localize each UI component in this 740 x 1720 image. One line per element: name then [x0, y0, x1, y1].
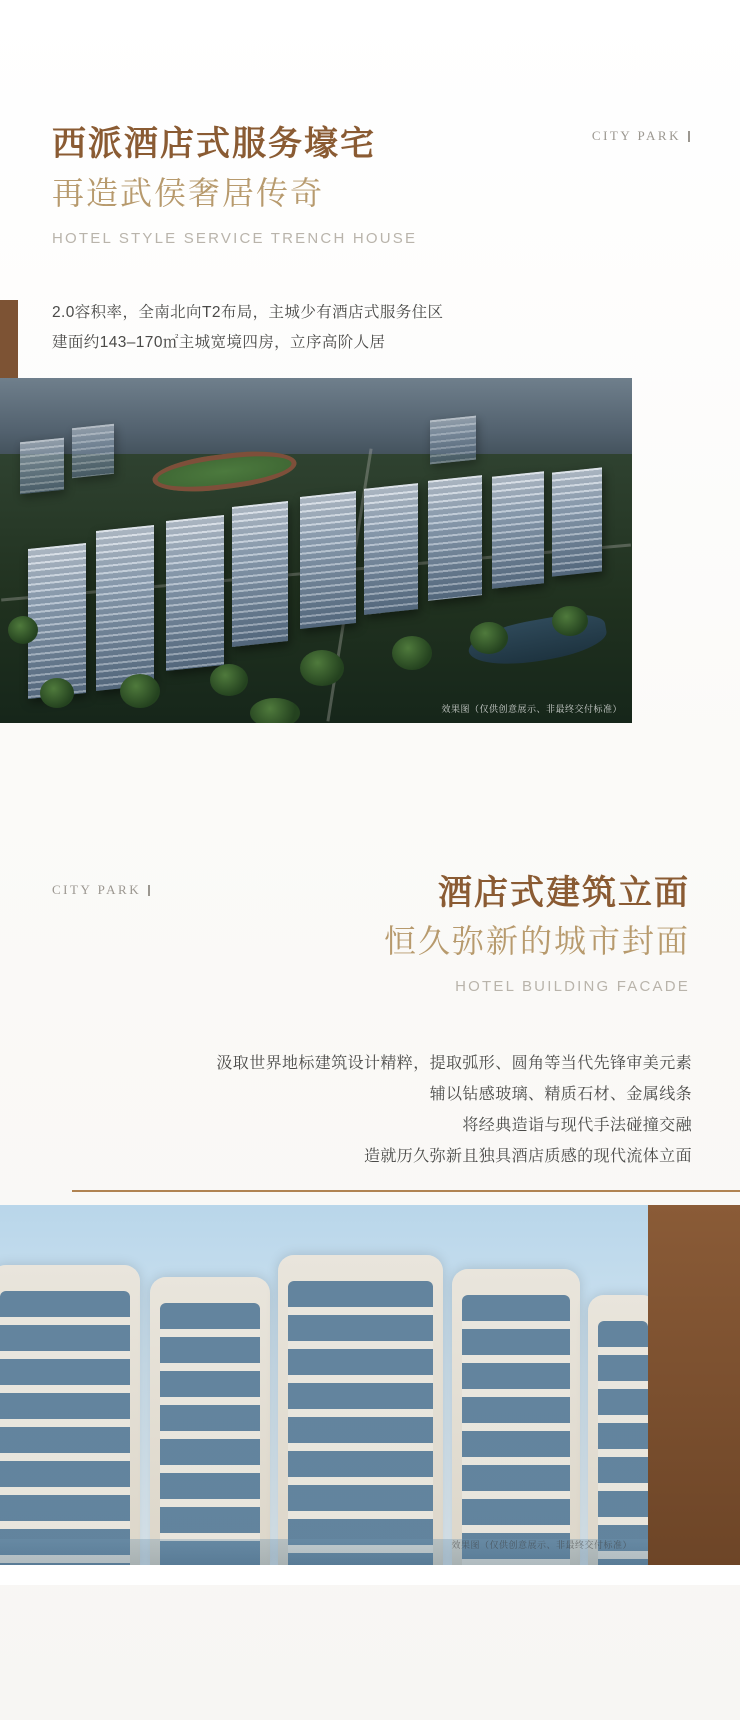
section1-title-sub: 再造武侯奢居传奇 [52, 175, 325, 211]
facade-right-panel [648, 1205, 740, 1565]
section1-heading-group [52, 122, 417, 247]
tree [300, 650, 344, 686]
building-block [96, 525, 154, 691]
brand-logo-bar-icon [148, 885, 150, 896]
section1-title-main: 西派酒店式服务壕宅 [52, 125, 376, 163]
tree [470, 622, 508, 654]
tree [120, 674, 160, 708]
brand-logo-top [592, 128, 690, 144]
section2-divider [72, 1190, 740, 1192]
page-bottom-strip [0, 1565, 740, 1585]
building-block [552, 467, 602, 576]
facade-tower [278, 1255, 443, 1565]
facade-tower [150, 1277, 270, 1565]
tree [210, 664, 248, 696]
section-facade [0, 860, 740, 1720]
section1-image-aerial [0, 378, 632, 723]
building-block [232, 501, 288, 647]
tree [250, 698, 300, 723]
section2-title-en: HOTEL BUILDING FACADE [455, 978, 690, 995]
building-block-far [430, 416, 476, 465]
facade-floors [0, 1291, 130, 1565]
brand-logo-left [52, 882, 150, 898]
section1-body-text [52, 298, 443, 358]
facade-tower [0, 1265, 140, 1565]
facade-floors [462, 1295, 570, 1565]
section1-body-line-1: 2.0容积率，全南北向T2布局，主城少有酒店式服务住区 [52, 304, 444, 321]
section2-title-main: 酒店式建筑立面 [438, 874, 690, 912]
brand-logo-bar-icon [688, 131, 690, 142]
building-block [364, 483, 418, 615]
section2-body-line-3: 将经典造诣与现代手法碰撞交融 [462, 1117, 692, 1134]
section2-body-line-2: 辅以钻感玻璃、精质石材、金属线条 [429, 1086, 692, 1103]
section-hotel-service [0, 0, 740, 820]
building-block [300, 491, 356, 629]
building-block [492, 471, 544, 588]
building-block [166, 515, 224, 671]
brand-logo-text: CITY PARK [52, 882, 142, 897]
section1-title-en: HOTEL STYLE SERVICE TRENCH HOUSE [52, 230, 418, 247]
tree [40, 678, 74, 708]
section2-title-sub: 恒久弥新的城市封面 [383, 923, 690, 959]
section2-image-facade [0, 1205, 740, 1565]
section2-heading-group [384, 870, 690, 995]
section1-body-line-2: 建面约143–170㎡主城宽境四房，立序高阶人居 [52, 334, 386, 351]
facade-floors [598, 1321, 648, 1565]
section2-image-note: 效果图（仅供创意展示、非最终交付标准） [451, 1540, 632, 1550]
building-block-far [20, 438, 64, 495]
building-block [428, 475, 482, 601]
facade-floors [288, 1281, 433, 1565]
section2-body-line-4: 造就历久弥新且独具酒店质感的现代流体立面 [363, 1148, 692, 1165]
section1-image-note: 效果图（仅供创意展示、非最终交付标准） [441, 704, 622, 714]
facade-floors [160, 1303, 260, 1565]
building-block [28, 543, 86, 699]
building-block-far [72, 424, 114, 478]
section2-body-text [0, 1048, 692, 1172]
tree [552, 606, 588, 636]
facade-tower [452, 1269, 580, 1565]
tree [8, 616, 38, 644]
tree [392, 636, 432, 670]
section2-body-line-1: 汲取世界地标建筑设计精粹，提取弧形、圆角等当代先锋审美元素 [216, 1055, 692, 1072]
brand-logo-text: CITY PARK [591, 128, 681, 143]
